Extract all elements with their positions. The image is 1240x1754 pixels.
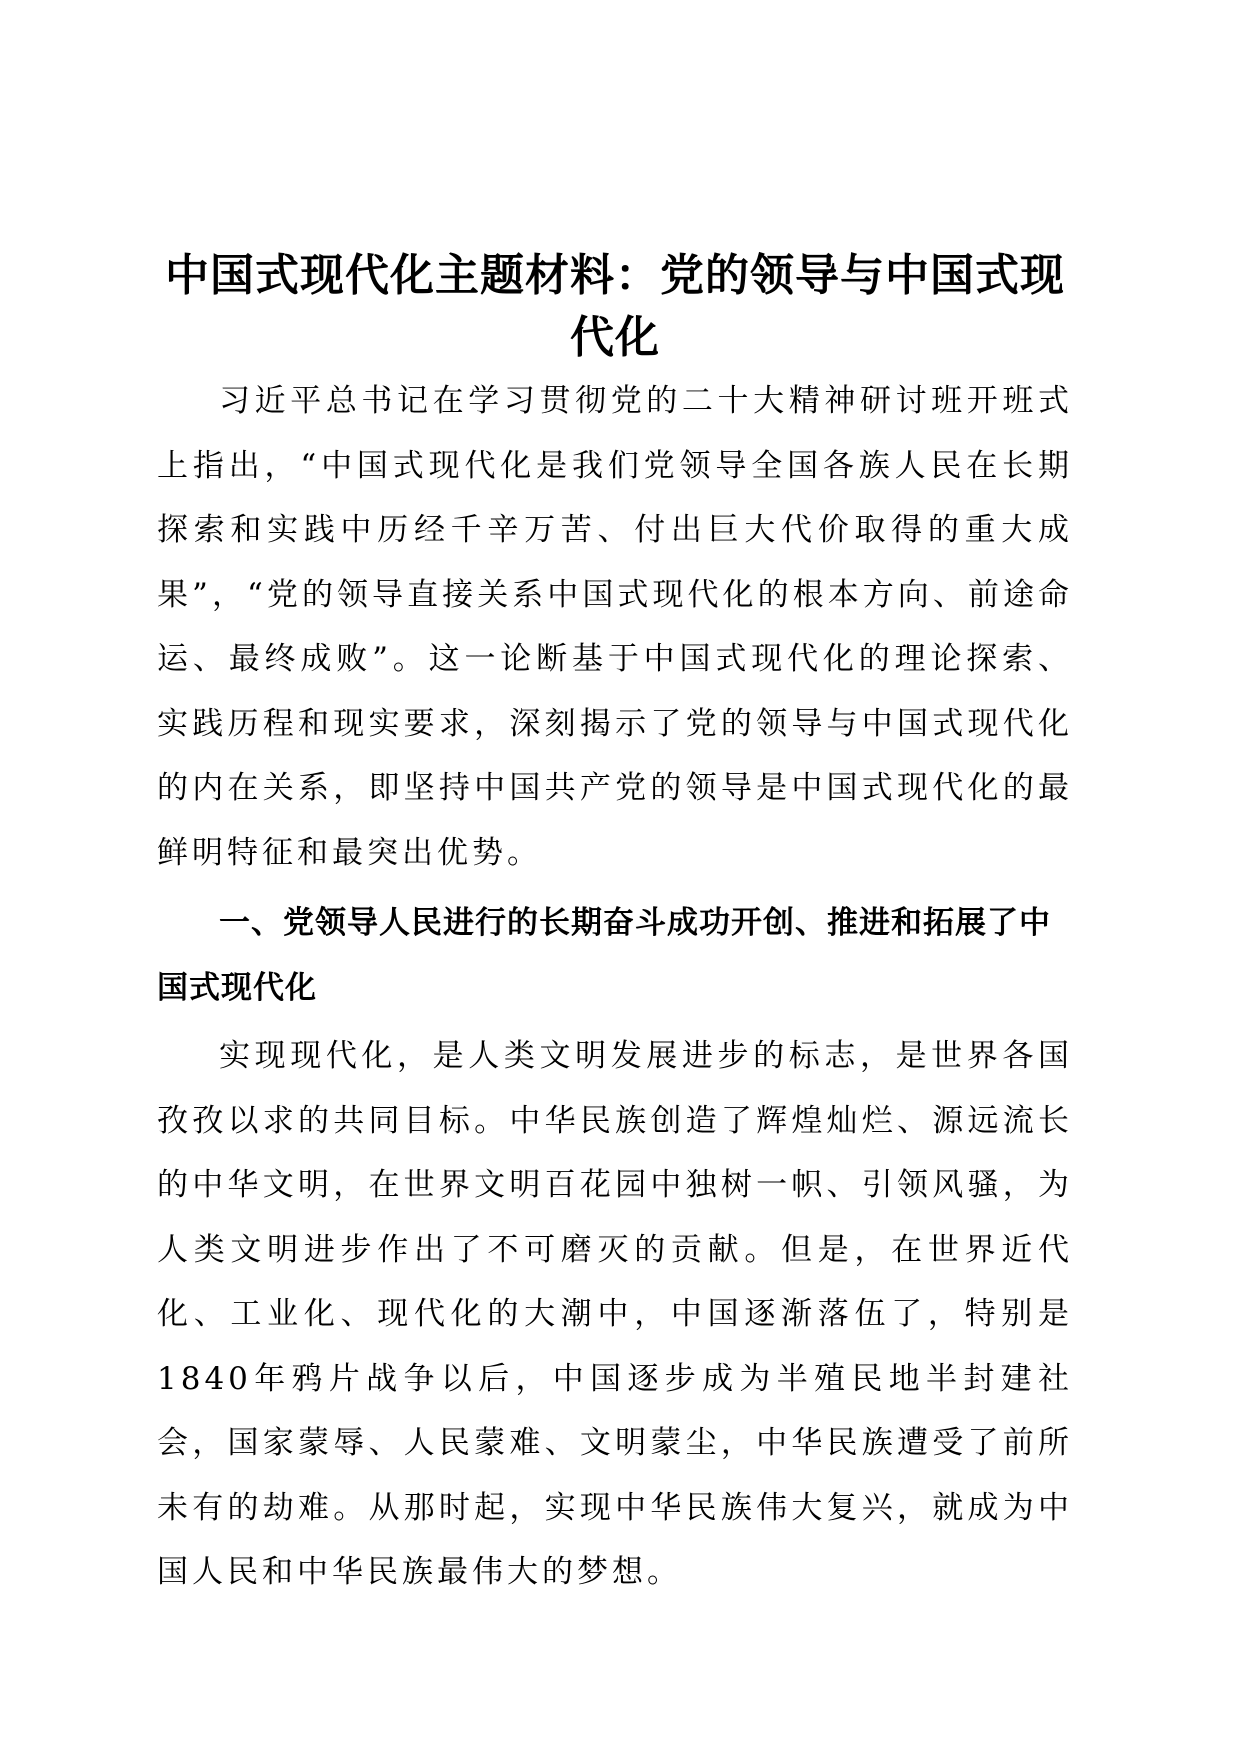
- section-heading-1: 一、党领导人民进行的长期奋斗成功开创、推进和拓展了中国式现代化: [157, 905, 1051, 1006]
- section-paragraph-1: 实现现代化，是人类文明发展进步的标志，是世界各国孜孜以求的共同目标。中华民族创造了辉煌灿烂、源远流长的中华文明，在世界文明百花园中独树一帜、引领风骚，为人类文明进步作出了不可磨灭的贡献。但是，在世界近代化、工业化、现代化的大潮中，中国逐渐落伍了，特别是1840年鸦片战争以后，中国逐步成为半殖民地半封建社会，国家蒙辱、人民蒙难、文明蒙尘，中华民族遭受了前所未有的劫难。从那时起，实现中华民族伟大复兴，就成为中国人民和中华民族最伟大的梦想。: [157, 1038, 1073, 1590]
- document-body: [157, 245, 1073, 1605]
- document-title: 中国式现代化主题材料：党的领导与中国式现代化: [165, 250, 1065, 363]
- intro-paragraph: 习近平总书记在学习贯彻党的二十大精神研讨班开班式上指出，“中国式现代化是我们党领导全国各族人民在长期探索和实践中历经千辛万苦、付出巨大代价取得的重大成果”，“党的领导直接关系中国式现代化的根本方向、前途命运、最终成败”。这一论断基于中国式现代化的理论探索、实践历程和现实要求，深刻揭示了党的领导与中国式现代化的内在关系，即坚持中国共产党的领导是中国式现代化的最鲜明特征和最突出优势。: [157, 383, 1073, 871]
